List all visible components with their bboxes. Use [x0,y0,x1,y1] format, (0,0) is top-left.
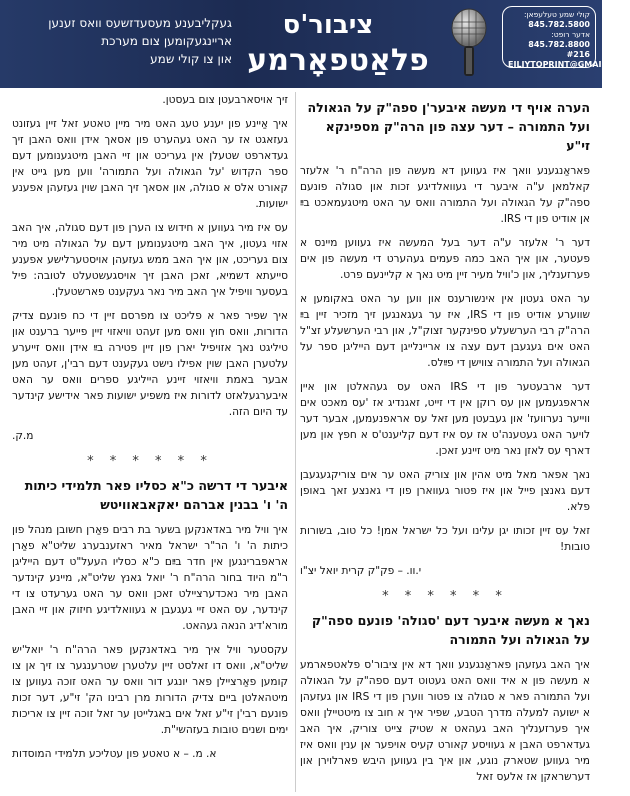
contact-email: EILIYTOPRINT@GMAIL.COM [508,60,630,69]
right-column [300,92,590,793]
left-column [12,92,288,772]
tagline [12,14,232,68]
microphone-icon [440,6,498,84]
article-heading: איבער די דרשה כ"א כסליו פאר תלמידי כיתות ה' ו' בבנין אברהם יאקאבאוויטש [24,478,288,512]
article-paragraph: איך אַיינע פון יענע טעג האט מיר מיין טאטע זאל זיין געזונט געזאגט אז ער האט געהערט פון אסאך אידן וואס האבן זיך געדארפט שטעלן אין געריכט און זיי האבן מיטגענומען דעם ספר הקדוש 'על הגאולה ועל התמורה' ווען מען גייט אין קאורט אלס א סגולה, און אסאך זיך האבן שוין געזעהן אפענע ישועות. [12,118,288,210]
article-heading: נאך א מעשה איבער דעם 'סגולה' פונעם ספה"ק על הגאולה ועל התמורה [311,613,590,647]
tagline-line: אריינגעקומען צום מערכת [101,34,232,48]
article-paragraph: איך שפיר פאר א פליכט צו מפרסם זיין די כח פונעם צדיק הדורות, וואס חוץ וואס מען זעהט וויאזוי זיין פייער ברענט און טיליגט נאך אזויפיל יארן פון זיין פטירה בײַ אידן וואס זייערע עלטערן האבן שוין אפילו נישט געקענט דעם רבי'ן, זעהט מען אבער באמת וויאזוי זיינע הייליגע ספרים וואס ער האט איבערגעלאזט לדורות איז משפיע ישועות פאר אידישע קינדער עד היום הזה. [12,310,288,418]
article-paragraph: עס איז מיר געווען א חידוש צו הערן פון דעם סגולה, איך האב אזוי געטון, איך האב מיטגענומען דעם על הגאולה מיט מיר צום געריכט, און איך האב ממש געזעהן אויסטערלישע אפענע סייעתא דשמיא, זאכן האבן זיך אויסגעשטעלט לטובה: פיל בעסער וויפיל איך האב מיר נאר געקענט פארשטעלן. [12,222,288,298]
article-paragraph: דער ר' אלעזר ע"ה דער בעל המעשה איז געווען מיינס א פעטער, און איך האב כמה פעמים געהערט די מעשה פון אים פערזענליך, און כ'וויל מעיר זיין מיט נאך א קליינעם פרט. [300,237,590,281]
article-paragraph: איך וויל מיר באדאנקען בשער בת רבים פאַרן חשובן מנהל פון כיתות ה' ו' הר"ר ישראל מאיר ראזענבערג שליט"א פאַרן אראפברינגען אין חדר בײַם כ"א כסליו העעל"ט דעם הייליגן ר"מ היוד בחור הרה"ח ר' יואל גאנץ שליט"א, מיינע קינדער האבן מיר נאכדערציילט זאכן וואס ער האט גערעדט צו די קינדער, עס האט זיי געגעבן א געוואלדיגע חיזוק און זיי האבן מורא'דיג הנאה געהאט. [12,524,288,632]
article-paragraph: פאראַנגענע וואך איז געווען דא מעשה פון הרה"ח ר' אלעזר קאלמאן ע"ה איבער די געוואלדיגע זכות און סגולה פונעם ספה"ק על הגאולה ועל התמורה וואס ער האט מיטגעמאכט בײַ אן אודיט פון די IRS. [300,165,590,225]
contact-phone: 845.782.5800 [528,20,590,29]
title-line2: פלאַטפאָרמע [247,43,429,78]
article-paragraph: דער ארבעטער פון די IRS האט עס געהאלטן און איין אראפגעמען און עס רוקן אין די זייט, זאגנדיג אז 'עס מאכט אים ווייער נערוועז' און געבעטן מען זאל עס אראפנעמען, אבער דער לויער האט געטענה'ט אז עס איז דעם קליענט'ס א חפץ און מען דארף עס לאזן נאר מיט זיינע זאכן. [300,381,591,457]
tagline-line: געקליבענע מעסעדזשעס וואס זענען [48,16,232,30]
header-banner [0,0,630,88]
article-heading: הערה אויף די מעשה איבער'ן ספה"ק על הגאולה ועל התמורה – דער עצה פון הרה"ק מספינקא זי"ע [307,100,590,153]
article-paragraph: ער האט געטון אין אינשורענס און ווען ער האט באקומען א שווערע אודיט פון די IRS, איז ער געגאנגען זיך מזכיר זיין בײַ הרה"ק רבי הערשעלע ספינקער זצוק"ל, און רבי הערשעלע זצ"ל האט אים געגעבן דעם עצה צו אריינלייגן דעם הייליגן ספר על הגאולה ועל התמורה צווישן די פײַלס. [300,293,590,369]
article-paragraph: נאך אפאר מאל מיט אהין און צוריק האט ער אים צוריקגעגעבן דעם גאנצן פייל און איז פטור געווארן פון די גאנצע זאך באופן פלא. [300,469,590,513]
article-signature: א. מ. – א טאטע פון עטליכע תלמידי המוסדות [12,748,217,760]
article-paragraph: זאל עס זיין זכותו יגן עלינו ועל כל ישראל אמן! כל טוב, בשורות טובות! [300,525,590,553]
separator-stars: * * * * * * [87,454,213,469]
title-line1: ציבור'ס [282,10,374,40]
contact-box [502,6,630,69]
article-signature: י.וו. – פק"ק קרית יואל יצ"ו [300,565,422,577]
contact-label: אדער רופט: [551,30,590,39]
article-paragraph: איך האב געזעהן פאראַנגענע וואך דא אין ציבור'ס פלאטפארמע א מעשה פון א איד וואס האט געטוט דעם ספה"ק על הגאולה ועל התמורה פאר א סגולה צו פטור ווערן פון די IRS און געזעהן א ישועה למעלה מדרך הטבע, שפיר איך א חוב צו מיטטיילן וואס איך פערזענליך האב געהאט א שטיק צייט צוריק, איך האב געדארפט האבן א געוויסע קאורט קעיס אויפער אן ענין וואס איז מיר געווען שטארק נוגע, און איך בין געווען היבש פארלוירן און דערשראקן אז אלעס זאל [300,659,590,783]
tagline-line: און צו קולי שמע [150,52,232,66]
column-divider [295,92,296,792]
article-paragraph: זיך אויסארבעטן צום בעסטן. [162,94,288,106]
article-signature: מ.ק. [12,430,34,442]
contact-phone: 845.782.8800 #216 [528,40,590,59]
article-paragraph: עקסטער וויל איך מיר באדאנקען פאר הרה"ח ר' יואל'יש שליט"א, וואס דו זאלסט זיין עלטערן שטרענגער צו זיך אן צו קומען פאַרציילן פאר יונגע דור וואס ער האט זוכה געווען צו מיטהאלטן ביים צדיק הדורות מרן רבינו הק' זי"ע, דער זכות פונעם רבי'ן זי"ע זאל אים באגלייטן ער זאל זוכה זיין צו אריכות ימים ושנים טובות בעזהשי"ת. [12,644,288,736]
contact-label: קולי שמע טעלעפאן: [524,10,590,19]
separator-stars: * * * * * * [382,589,508,604]
